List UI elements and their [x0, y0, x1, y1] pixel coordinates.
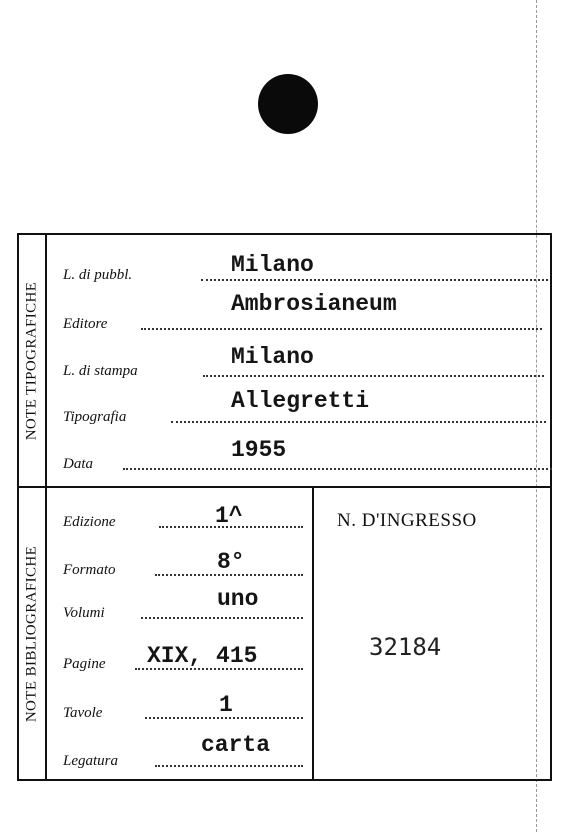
- field-publisher: [63, 291, 548, 333]
- field-value: 1955: [231, 437, 287, 463]
- section-label-bibliographic: NOTE BIBLIOGRAFICHE: [23, 545, 40, 722]
- field-value: 1: [219, 692, 233, 718]
- field-binding: [63, 732, 303, 770]
- field-label: Formato: [63, 562, 116, 578]
- field-label: Pagine: [63, 656, 106, 672]
- field-value: Ambrosianeum: [231, 291, 397, 317]
- field-place-of-publication: [63, 252, 548, 284]
- punch-hole: [258, 74, 318, 134]
- field-pages: [63, 643, 303, 673]
- column-separator: [312, 488, 314, 779]
- catalog-card: [17, 233, 552, 781]
- section-band-typographic: [19, 235, 47, 486]
- field-value: Allegretti: [231, 388, 370, 414]
- dotted-line: [141, 617, 303, 619]
- accession-number: 32184: [369, 633, 442, 661]
- field-value: 1^: [215, 503, 243, 529]
- dotted-line: [141, 328, 542, 330]
- dotted-line: [123, 468, 552, 470]
- field-label: Editore: [63, 316, 108, 332]
- field-label: Tipografia: [63, 409, 127, 425]
- field-volumes: [63, 586, 303, 622]
- field-format: [63, 549, 303, 579]
- accession-title: N. D'INGRESSO: [337, 510, 477, 531]
- dotted-line: [171, 421, 546, 423]
- field-value: uno: [217, 586, 259, 612]
- field-label: Tavole: [63, 705, 103, 721]
- field-label: Edizione: [63, 514, 116, 530]
- field-label: Legatura: [63, 753, 119, 769]
- field-value: carta: [201, 732, 271, 758]
- field-label: Data: [63, 456, 93, 472]
- dotted-line: [203, 375, 544, 377]
- field-label: L. di stampa: [63, 363, 138, 379]
- field-value: XIX, 415: [147, 643, 258, 669]
- field-value: Milano: [231, 252, 314, 278]
- section-divider: [19, 486, 550, 488]
- field-value: 8°: [217, 549, 245, 575]
- field-plates: [63, 692, 303, 722]
- field-label: L. di pubbl.: [63, 267, 133, 283]
- dotted-line: [155, 765, 303, 767]
- field-place-of-printing: [63, 344, 548, 380]
- field-printer: [63, 388, 548, 426]
- field-label: Volumi: [63, 605, 105, 621]
- section-band-bibliographic: [19, 488, 47, 779]
- field-value: Milano: [231, 344, 314, 370]
- dotted-line: [201, 279, 548, 281]
- field-edition: [63, 503, 303, 531]
- field-date: [63, 437, 552, 473]
- section-label-typographic: NOTE TIPOGRAFICHE: [23, 281, 40, 440]
